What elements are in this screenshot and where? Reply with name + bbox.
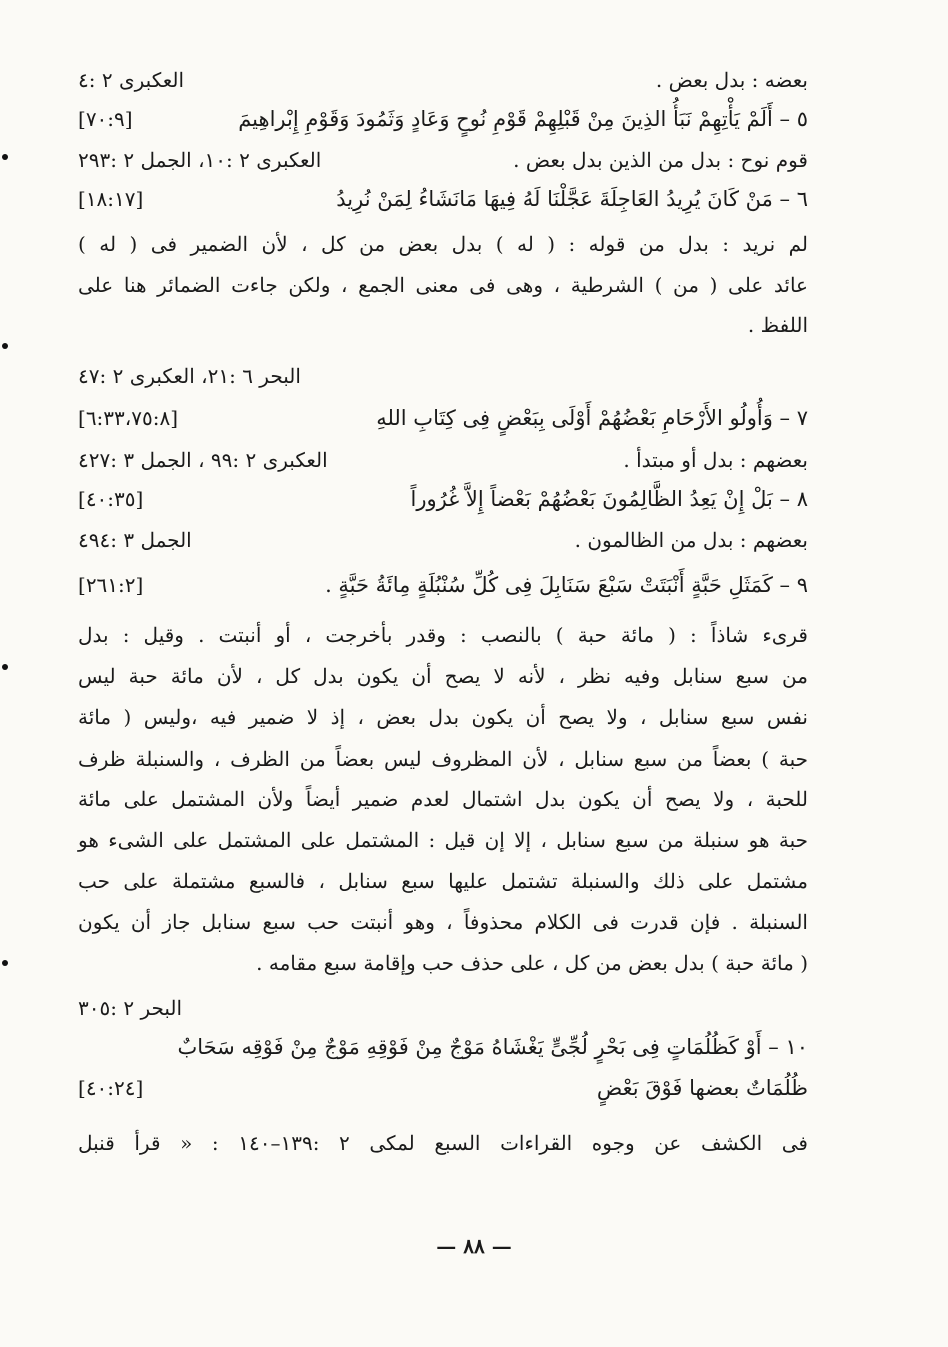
source-reference: البحر ٦ :٢١، العكبرى ٢ :٤٧ <box>78 364 301 388</box>
verse-reference: [٤٠:٢٤] <box>78 1076 144 1100</box>
text-line <box>78 224 808 264</box>
margin-mark <box>2 154 8 160</box>
note-text: قوم نوح : بدل من الذين بدل بعض . <box>513 148 808 172</box>
margin-mark <box>2 343 8 349</box>
text-line <box>78 99 808 139</box>
text-line <box>78 902 808 942</box>
verse-text: ١٠ – أَوْ كَظُلُمَاتٍ فِى بَحْرٍ لُجِّىٍّ يَغْشَاهُ مَوْجٌ مِنْ فَوْقِهِ مَوْجٌ مِنْ فَوْقِه سَحَابٌ <box>177 1035 808 1059</box>
note-text: بعضهم : بدل أو مبتدأ . <box>623 448 808 472</box>
verse-reference: [٢٦١:٢] <box>78 573 144 597</box>
text-line <box>78 1027 808 1067</box>
text-line <box>78 615 808 655</box>
text-line <box>78 861 808 901</box>
paragraph-line: للحبة ، ولا يصح أن يكون بدل اشتمال لعدم ضمير أيضاً ولأن المشتمل على مائة <box>78 787 808 811</box>
verse-text: ٧ – وَأُولُو الأَرْحَامِ بَعْضُهُمْ أَوْلَى بِبَعْضٍ فِى كِتَابِ اللهِ <box>376 406 808 430</box>
verse-reference: [٤٠:٣٥] <box>78 487 144 511</box>
text-line <box>78 1123 808 1163</box>
verse-reference: [١٨:١٧] <box>78 187 144 211</box>
paragraph-line: اللفظ . <box>747 313 808 337</box>
text-line <box>78 140 808 180</box>
paragraph-line: مشتمل على ذلك والسنبلة تشتمل عليها سبع سنابل ، فالسبع مشتملة على حب <box>78 869 808 893</box>
text-line <box>78 565 808 605</box>
text-line <box>78 943 808 983</box>
paragraph-line: السنبلة . فإن قدرت فى الكلام محذوفاً ، وهو أنبتت حب سبع سنابل جاز أن يكون <box>78 910 808 934</box>
margin-mark <box>2 960 8 966</box>
paragraph-line: حبة هو سنبلة من سبع سنابل ، إلا إن قيل : المشتمل على المشتمل على الشىء هو <box>78 828 808 852</box>
verse-text: ٨ – بَلْ إِنْ يَعِدُ الظَّالِمُونَ بَعْضُهُمْ بَعْضاً إِلاَّ غُرُوراً <box>410 487 808 511</box>
source-reference: البحر ٢ :٣٠٥ <box>78 996 183 1020</box>
source-reference: الجمل ٣ :٤٩٤ <box>78 528 192 552</box>
text-line <box>78 739 808 779</box>
verse-text: ٩ – كَمَثَلِ حَبَّةٍ أَنْبَتَتْ سَبْعَ سَنَابِلَ فِى كُلِّ سُنْبُلَةٍ مِائَةُ حَبَّةٍ . <box>325 573 808 597</box>
text-line <box>78 179 808 219</box>
text-line <box>78 356 808 396</box>
paragraph-line: فى الكشف عن وجوه القراءات السبع لمكى ٢ :١٣٩–١٤٠ : « قرأ قنبل <box>78 1131 808 1155</box>
paragraph-line: قرىء شاذاً : ( مائة حبة ) بالنصب : وقدر بأخرجت ، أو أنبتت . وقيل : بدل <box>78 623 808 647</box>
paragraph-line: نفس سبع سنابل ، ولا يصح أن يكون بدل بعض ، إذ لا ضمير فيه ،وليس ( مائة <box>78 705 809 729</box>
text-line <box>78 988 808 1028</box>
margin-mark <box>2 664 8 670</box>
source-reference: العكبرى ٢ :٤ <box>78 68 185 92</box>
text-line <box>78 60 808 100</box>
text-line <box>78 520 808 560</box>
note-text: بعضه : بدل بعض . <box>655 68 808 92</box>
verse-reference: [٧٠:٩] <box>78 107 133 131</box>
paragraph-line: لم نريد : بدل من قوله : ( له ) بدل بعض من كل ، لأن الضمير فى ( له ) <box>78 232 808 256</box>
text-line <box>78 398 808 438</box>
verse-text: ٥ – أَلَمْ يَأْتِهِمْ نَبَأُ الذِينَ مِنْ قَبْلِهِمْ قَوْمِ نُوحٍ وَعَادٍ وَثَمُودَ وَقَوْمِ إِبْراهِيمَ <box>238 107 808 131</box>
verse-text: ٦ – مَنْ كَانَ يُرِيدُ العَاجِلَةَ عَجَّلْنَا لَهُ فِيهَا مَانَشَاءُ لِمَنْ نُرِيدُ <box>336 187 808 211</box>
text-line <box>78 779 808 819</box>
text-line <box>78 305 808 345</box>
paragraph-line: حبة ) بعضاً من سبع سنابل ، لأن المظروف ليس بعضاً من الظرف ، والسنبلة ظرف <box>78 747 808 771</box>
text-line <box>78 479 808 519</box>
text-line <box>78 1068 808 1108</box>
text-line <box>78 820 808 860</box>
paragraph-line: من سبع سنابل وفيه نظر ، لأنه لا يصح أن يكون بدل كل ، لأن مائة حبة ليس <box>78 664 808 688</box>
paragraph-line: عائد على ( من ) الشرطية ، وهى فى معنى الجمع ، ولكن جاءت الضمائر هنا على <box>78 273 808 297</box>
verse-reference: [٦:٣٣،٧٥:٨] <box>78 406 179 430</box>
verse-text: ظُلُمَاتٌ بعضها فَوْقَ بَعْضٍ <box>596 1076 808 1100</box>
source-reference: العكبرى ٢ :١٠، الجمل ٢ :٢٩٣ <box>78 148 322 172</box>
text-line <box>78 440 808 480</box>
text-line <box>78 697 808 737</box>
source-reference: العكبرى ٢ :٩٩ ، الجمل ٣ :٤٢٧ <box>78 448 328 472</box>
note-text: بعضهم : بدل من الظالمون . <box>574 528 808 552</box>
paragraph-line: ( مائة حبة ) بدل بعض من كل ، على حذف حب وإقامة سبع مقامه . <box>256 951 808 975</box>
page-number: — ٨٨ — <box>436 1234 512 1258</box>
text-line <box>78 656 808 696</box>
text-line <box>78 265 808 305</box>
